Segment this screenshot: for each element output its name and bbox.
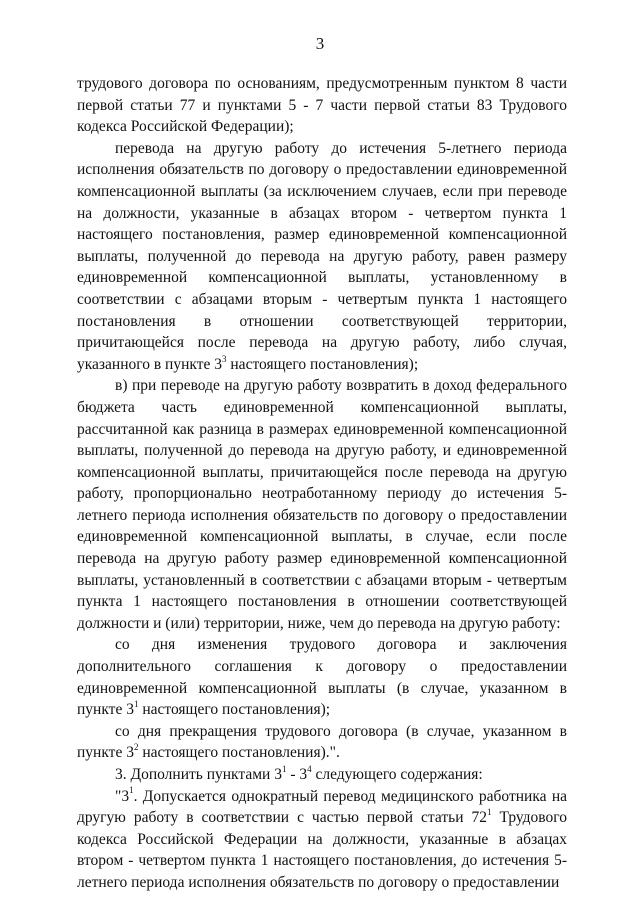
paragraph-6: 3. Дополнить пунктами $3^1 - 3^4$ следующего содержания:: [115, 763, 483, 783]
page-number: 3: [315, 34, 325, 53]
superscript: 4: [307, 763, 312, 774]
document-body: [77, 73, 567, 894]
superscript: 2: [133, 742, 139, 753]
paragraph-3: в) при переводе на другую работу возвратить в доход федерального бюджета часть единовременной компенсационной выплаты, рассчитанной как разница в размерах единовременной компенсационной выплаты, полученной до перевода на другую работу, и единовременной компенсационной выплаты, причитающейся после перевода на другую работу, пропорционально неотработанному периоду до истечения 5-летнего периода исполнения обязательств по договору о предоставлении единовременной компенсационной выплаты, в случае, если после перевода на другую работу размер единовременной компенсационной выплаты, установленный в соответствии с абзацами вторым - четвертым пункта 1 настоящего постановления в отношении соответствующей должности и (или) территории, ниже, чем до перевода на другую работу:: [77, 377, 567, 632]
superscript: 1: [133, 699, 139, 710]
paragraph-7: "$3^1$. Допускается однократный перевод медицинского работника на другую работу в соответствии с частью первой статьи $72^1$ Трудового кодекса Российской Федерации на должности, указанные в абзацах втором - четвертом пункта 1 настоящего постановления, до истечения 5-летнего периода исполнения обязательств по договору о предоставлении: [77, 785, 567, 891]
paragraph-5: со дня прекращения трудового договора (в случае, указанном в пункте $3^2$ настоящего постановления).".: [77, 722, 567, 762]
paragraph-2: перевода на другую работу до истечения 5-летнего периода исполнения обязательств по договору о предоставлении единовременной компенсационной выплаты (за исключением случаев, если при переводе на должности, указанные в абзацах втором - четвертом пункта 1 настоящего постановления, размер единовременной компенсационной выплаты, полученной до перевода на другую работу, равен размеру единовременной компенсационной выплаты, установленному в соответствии с абзацами вторым - четвертым пункта 1 настоящего постановления в отношении соответствующей территории, причитающейся после перевода на другую работу, либо случая, указанного в пункте $3^3$ настоящего постановления);: [77, 139, 567, 373]
superscript: 1: [129, 785, 134, 796]
superscript: 1: [281, 763, 287, 774]
paragraph-4: со дня изменения трудового договора и заключения дополнительного соглашения к договору о предоставлении единовременной компенсационной выплаты (в случае, указанном в пункте $3^1$ настоящего постановления);: [77, 636, 567, 719]
paragraph-1: трудового договора по основаниям, предусмотренным пунктом 8 части первой статьи 77 и пунктами 5 - 7 части первой статьи 83 Трудового кодекса Российской Федерации);: [77, 75, 567, 136]
superscript: 1: [486, 807, 492, 818]
superscript: 3: [222, 353, 227, 364]
